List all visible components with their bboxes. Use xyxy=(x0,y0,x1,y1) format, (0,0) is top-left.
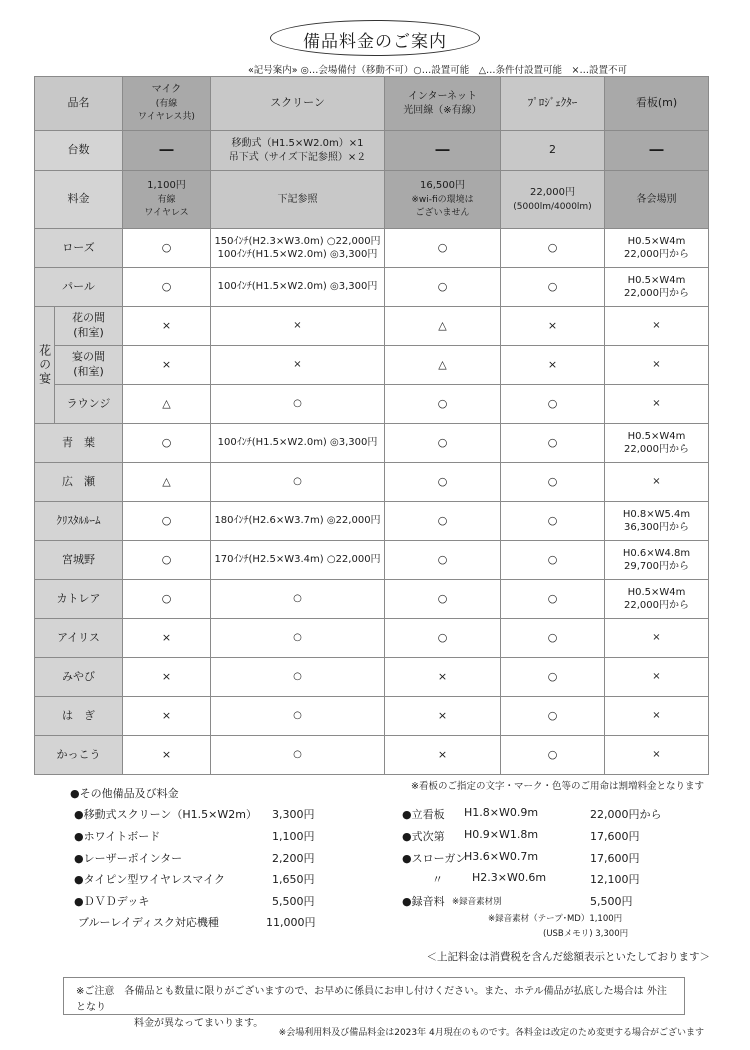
cell-sign xyxy=(605,463,709,502)
cell-internet: △ xyxy=(385,307,501,346)
venue-name: 広 瀬 xyxy=(35,463,123,502)
cell-mic: ○ xyxy=(123,580,211,619)
cell-sign xyxy=(605,346,709,385)
cell-mic: ○ xyxy=(123,502,211,541)
cell-internet: ○ xyxy=(385,268,501,307)
cell-sign-size: × xyxy=(652,320,661,332)
cell-screen-line1: 150ｲﾝﾁ(H2.3×W3.0m) ○22,000円 xyxy=(214,235,381,247)
fee-mic-price: 1,100円 xyxy=(147,180,186,192)
cell-mic: × xyxy=(123,619,211,658)
cell-screen-line1: ○ xyxy=(293,398,302,410)
equipment-table xyxy=(34,76,709,775)
other-item-label: ●式次第 xyxy=(402,830,445,843)
cell-sign-size: × xyxy=(652,632,661,644)
cell-mic: × xyxy=(123,697,211,736)
footer-note: ※会場利用料及び備品料金は2023年 4月現在のものです。各料金は改定のため変更する場合がございます xyxy=(278,1028,704,1038)
cell-projector: × xyxy=(501,346,605,385)
cell-sign xyxy=(605,502,709,541)
cell-sign xyxy=(605,580,709,619)
cell-internet: △ xyxy=(385,346,501,385)
venue-rows xyxy=(35,229,709,775)
cell-screen-line1: ○ xyxy=(293,593,302,605)
cell-mic: △ xyxy=(123,463,211,502)
cell-internet: × xyxy=(385,736,501,775)
table-row xyxy=(35,268,709,307)
cell-screen-line1: ○ xyxy=(293,749,302,761)
table-row xyxy=(35,736,709,775)
cell-screen xyxy=(211,736,385,775)
cell-sign xyxy=(605,619,709,658)
other-item-price: 22,000円から xyxy=(590,808,662,821)
cell-projector: ○ xyxy=(501,463,605,502)
other-item-price: 17,600円 xyxy=(590,830,640,843)
cell-internet: ○ xyxy=(385,502,501,541)
venue-name-text: 宴の間 xyxy=(72,350,105,364)
cell-sign xyxy=(605,658,709,697)
table-row xyxy=(35,541,709,580)
cell-sign xyxy=(605,307,709,346)
cell-projector: ○ xyxy=(501,619,605,658)
cell-screen-line1: ○ xyxy=(293,632,302,644)
other-item-price: 2,200円 xyxy=(272,852,315,865)
other-item-size: H0.9×W1.8m xyxy=(464,828,539,841)
table-row xyxy=(35,346,709,385)
recording-note-1: ※録音素材（テープ･MD）1,100円 xyxy=(488,914,623,924)
venue-name: かっこう xyxy=(35,736,123,775)
fee-mic-wireless: ワイヤレス xyxy=(144,208,189,219)
cell-mic: ○ xyxy=(123,424,211,463)
fee-internet xyxy=(385,171,501,229)
cell-screen-line1: 180ｲﾝﾁ(H2.6×W3.7m) ◎22,000円 xyxy=(214,515,381,527)
other-item-label: ●レーザーポインター xyxy=(74,852,183,865)
table-row xyxy=(35,658,709,697)
cell-projector: ○ xyxy=(501,736,605,775)
cell-mic: × xyxy=(123,736,211,775)
table-row xyxy=(35,697,709,736)
cell-sign xyxy=(605,736,709,775)
header-sign: 看板(m) xyxy=(605,77,709,131)
table-row xyxy=(35,463,709,502)
cell-internet: × xyxy=(385,658,501,697)
cell-projector: ○ xyxy=(501,658,605,697)
fee-sign: 各会場別 xyxy=(605,171,709,229)
fee-mic-wired: 有線 xyxy=(157,194,176,205)
venue-name: カトレア xyxy=(35,580,123,619)
venue-name xyxy=(55,385,123,424)
cell-mic: × xyxy=(123,658,211,697)
cell-internet: ○ xyxy=(385,229,501,268)
cell-sign-size: H0.5×W4m xyxy=(627,235,686,247)
cell-sign-price: 22,000円から xyxy=(624,288,689,299)
header-mic-sub2: ワイヤレス共) xyxy=(138,112,195,123)
fee-projector xyxy=(501,171,605,229)
cell-sign-price: 22,000円から xyxy=(624,444,689,455)
venue-name: パール xyxy=(35,268,123,307)
cell-sign xyxy=(605,541,709,580)
cell-screen-line1: × xyxy=(293,320,302,332)
cell-screen-line1: ○ xyxy=(293,476,302,488)
venue-name-text: ラウンジ xyxy=(66,396,111,410)
count-label: 台数 xyxy=(35,131,123,171)
other-item-price: 1,650円 xyxy=(272,873,315,886)
cell-screen-line2: 100ｲﾝﾁ(H1.5×W2.0m) ◎3,300円 xyxy=(217,249,378,260)
count-screen-line1: 移動式（H1.5×W2.0m）×1 xyxy=(231,138,364,149)
tax-note: ＜上記料金は消費税を含んだ総額表示といたしております＞ xyxy=(426,951,710,963)
others-title: ●その他備品及び料金 xyxy=(70,787,179,800)
header-screen: スクリーン xyxy=(211,77,385,131)
other-item-price: 3,300円 xyxy=(272,808,315,821)
other-item-label: ●立看板 xyxy=(402,808,445,821)
cell-projector: × xyxy=(501,307,605,346)
other-item-price: 12,100円 xyxy=(590,873,640,886)
other-item-size: H3.6×W0.7m xyxy=(464,850,539,863)
table-row xyxy=(35,307,709,346)
cell-sign xyxy=(605,697,709,736)
other-item-price: 11,000円 xyxy=(266,916,316,929)
cell-projector: ○ xyxy=(501,580,605,619)
cell-mic: × xyxy=(123,346,211,385)
caution-box xyxy=(63,977,685,1029)
cell-internet: ○ xyxy=(385,463,501,502)
cell-sign-size: H0.8×W5.4m xyxy=(622,508,691,520)
table-row xyxy=(35,502,709,541)
cell-screen-line1: ○ xyxy=(293,671,302,683)
cell-screen-line1: 100ｲﾝﾁ(H1.5×W2.0m) ◎3,300円 xyxy=(217,437,378,449)
cell-internet: ○ xyxy=(385,619,501,658)
other-item-label: ●録音料 xyxy=(402,895,445,908)
fee-projector-lumen: (5000lm/4000lm) xyxy=(513,201,592,212)
cell-projector: ○ xyxy=(501,502,605,541)
cell-mic: ○ xyxy=(123,268,211,307)
other-item-label: ブルーレイディスク対応機種 xyxy=(78,916,219,929)
cell-mic: × xyxy=(123,307,211,346)
venue-name-text: 花の間 xyxy=(72,311,105,325)
fee-internet-price: 16,500円 xyxy=(420,180,465,192)
cell-screen xyxy=(211,658,385,697)
table-row xyxy=(35,580,709,619)
cell-projector: ○ xyxy=(501,385,605,424)
venue-name: 青 葉 xyxy=(35,424,123,463)
header-mic-sub1: (有線 xyxy=(155,98,178,109)
cell-internet: × xyxy=(385,697,501,736)
count-sign: ― xyxy=(605,131,709,171)
count-mic: ― xyxy=(123,131,211,171)
fee-internet-note2: ございません xyxy=(415,208,470,219)
cell-screen xyxy=(211,229,385,268)
recording-note-2: (USBメモリ) 3,300円 xyxy=(543,929,629,939)
fee-internet-note1: ※wi-fiの環境は xyxy=(411,194,474,205)
venue-name: ローズ xyxy=(35,229,123,268)
cell-sign-size: H0.5×W4m xyxy=(627,274,686,286)
other-item-price: 5,500円 xyxy=(590,895,633,908)
caution-line2: 料金が異なってまいります。 xyxy=(134,1018,264,1029)
venue-name-sub: (和室) xyxy=(73,365,104,378)
table-row xyxy=(35,619,709,658)
cell-sign xyxy=(605,229,709,268)
cell-projector: ○ xyxy=(501,541,605,580)
cell-internet: ○ xyxy=(385,541,501,580)
cell-sign-size: H0.5×W4m xyxy=(627,586,686,598)
cell-screen-line1: ○ xyxy=(293,710,302,722)
table-row xyxy=(35,424,709,463)
cell-sign-price: 22,000円から xyxy=(624,600,689,611)
other-item-size: H1.8×W0.9m xyxy=(464,806,539,819)
count-internet: ― xyxy=(385,131,501,171)
header-mic-label: マイク xyxy=(151,84,182,96)
header-mic xyxy=(123,77,211,131)
cell-sign-price: 22,000円から xyxy=(624,249,689,260)
cell-sign-size: × xyxy=(652,710,661,722)
cell-sign-size: × xyxy=(652,671,661,683)
page-title-frame xyxy=(270,20,480,56)
symbol-legend: «記号案内» ◎…会場備付（移動不可）○…設置可能 △…条件付設置可能 ×…設置不可 xyxy=(248,65,627,76)
table-row xyxy=(35,229,709,268)
group-label: 花の宴 xyxy=(35,307,55,424)
cell-sign-size: × xyxy=(652,359,661,371)
cell-sign-size: × xyxy=(652,398,661,410)
cell-projector: ○ xyxy=(501,697,605,736)
other-item-label: 〃 xyxy=(432,873,443,886)
venue-name xyxy=(55,346,123,385)
cell-internet: ○ xyxy=(385,424,501,463)
table-row xyxy=(35,385,709,424)
other-item-label: ●スローガン xyxy=(402,852,467,865)
cell-screen xyxy=(211,346,385,385)
other-item-price: 1,100円 xyxy=(272,830,315,843)
fee-screen: 下記参照 xyxy=(211,171,385,229)
cell-sign-price: 36,300円から xyxy=(624,522,689,533)
cell-screen xyxy=(211,463,385,502)
cell-internet: ○ xyxy=(385,580,501,619)
cell-projector: ○ xyxy=(501,229,605,268)
cell-sign-price: 29,700円から xyxy=(624,561,689,572)
cell-sign xyxy=(605,424,709,463)
other-item-label: ●タイピン型ワイヤレスマイク xyxy=(74,873,225,886)
cell-screen xyxy=(211,619,385,658)
other-item-price: 5,500円 xyxy=(272,895,315,908)
cell-sign-size: × xyxy=(652,476,661,488)
cell-projector: ○ xyxy=(501,268,605,307)
cell-screen xyxy=(211,502,385,541)
cell-projector: ○ xyxy=(501,424,605,463)
header-internet-line1: インターネット xyxy=(407,91,478,102)
venue-name xyxy=(55,307,123,346)
cell-sign-size: H0.5×W4m xyxy=(627,430,686,442)
other-item-size: ※録音素材別 xyxy=(452,897,502,907)
sign-note: ※看板のご指定の文字・マーク・色等のご用命は割増料金となります xyxy=(411,781,704,792)
count-projector: 2 xyxy=(501,131,605,171)
venue-name: 宮城野 xyxy=(35,541,123,580)
cell-sign-size: × xyxy=(652,749,661,761)
fee-projector-price: 22,000円 xyxy=(530,187,575,198)
venue-name: は ぎ xyxy=(35,697,123,736)
fee-label: 料金 xyxy=(35,171,123,229)
other-item-size: H2.3×W0.6m xyxy=(472,871,547,884)
cell-mic: △ xyxy=(123,385,211,424)
cell-screen xyxy=(211,580,385,619)
cell-screen-line1: 100ｲﾝﾁ(H1.5×W2.0m) ◎3,300円 xyxy=(217,281,378,293)
fee-mic xyxy=(123,171,211,229)
cell-screen xyxy=(211,697,385,736)
page-title: 備品料金のご案内 xyxy=(303,32,447,52)
venue-name: みやび xyxy=(35,658,123,697)
count-screen-line2: 吊下式（サイズ下記参照）×２ xyxy=(228,151,367,163)
cell-sign xyxy=(605,268,709,307)
other-item-price: 17,600円 xyxy=(590,852,640,865)
header-projector: ﾌﾟﾛｼﾞｪｸﾀｰ xyxy=(501,77,605,131)
cell-sign-size: H0.6×W4.8m xyxy=(622,547,691,559)
cell-screen xyxy=(211,307,385,346)
cell-internet: ○ xyxy=(385,385,501,424)
other-item-label: ●移動式スクリーン（H1.5×W2m） xyxy=(74,808,257,821)
cell-screen xyxy=(211,424,385,463)
cell-screen xyxy=(211,268,385,307)
header-item: 品名 xyxy=(35,77,123,131)
header-internet xyxy=(385,77,501,131)
cell-screen-line1: 170ｲﾝﾁ(H2.5×W3.4m) ○22,000円 xyxy=(214,554,381,566)
caution-line1: ※ご注意 各備品とも数量に限りがございますので、お早めに係員にお申し付けください。また、ホテル備品が払底した場合は 外注となり xyxy=(76,986,667,1013)
cell-screen xyxy=(211,385,385,424)
cell-screen xyxy=(211,541,385,580)
header-internet-line2: 光回線（※有線） xyxy=(403,104,482,116)
cell-mic: ○ xyxy=(123,541,211,580)
other-item-label: ●ホワイトボード xyxy=(74,830,161,843)
cell-mic: ○ xyxy=(123,229,211,268)
cell-sign xyxy=(605,385,709,424)
cell-screen-line1: × xyxy=(293,359,302,371)
venue-name-sub: (和室) xyxy=(73,326,104,339)
count-screen xyxy=(211,131,385,171)
other-item-label: ●ＤＶＤデッキ xyxy=(74,895,150,908)
venue-name: ｸﾘｽﾀﾙﾙｰﾑ xyxy=(35,502,123,541)
venue-name: アイリス xyxy=(35,619,123,658)
